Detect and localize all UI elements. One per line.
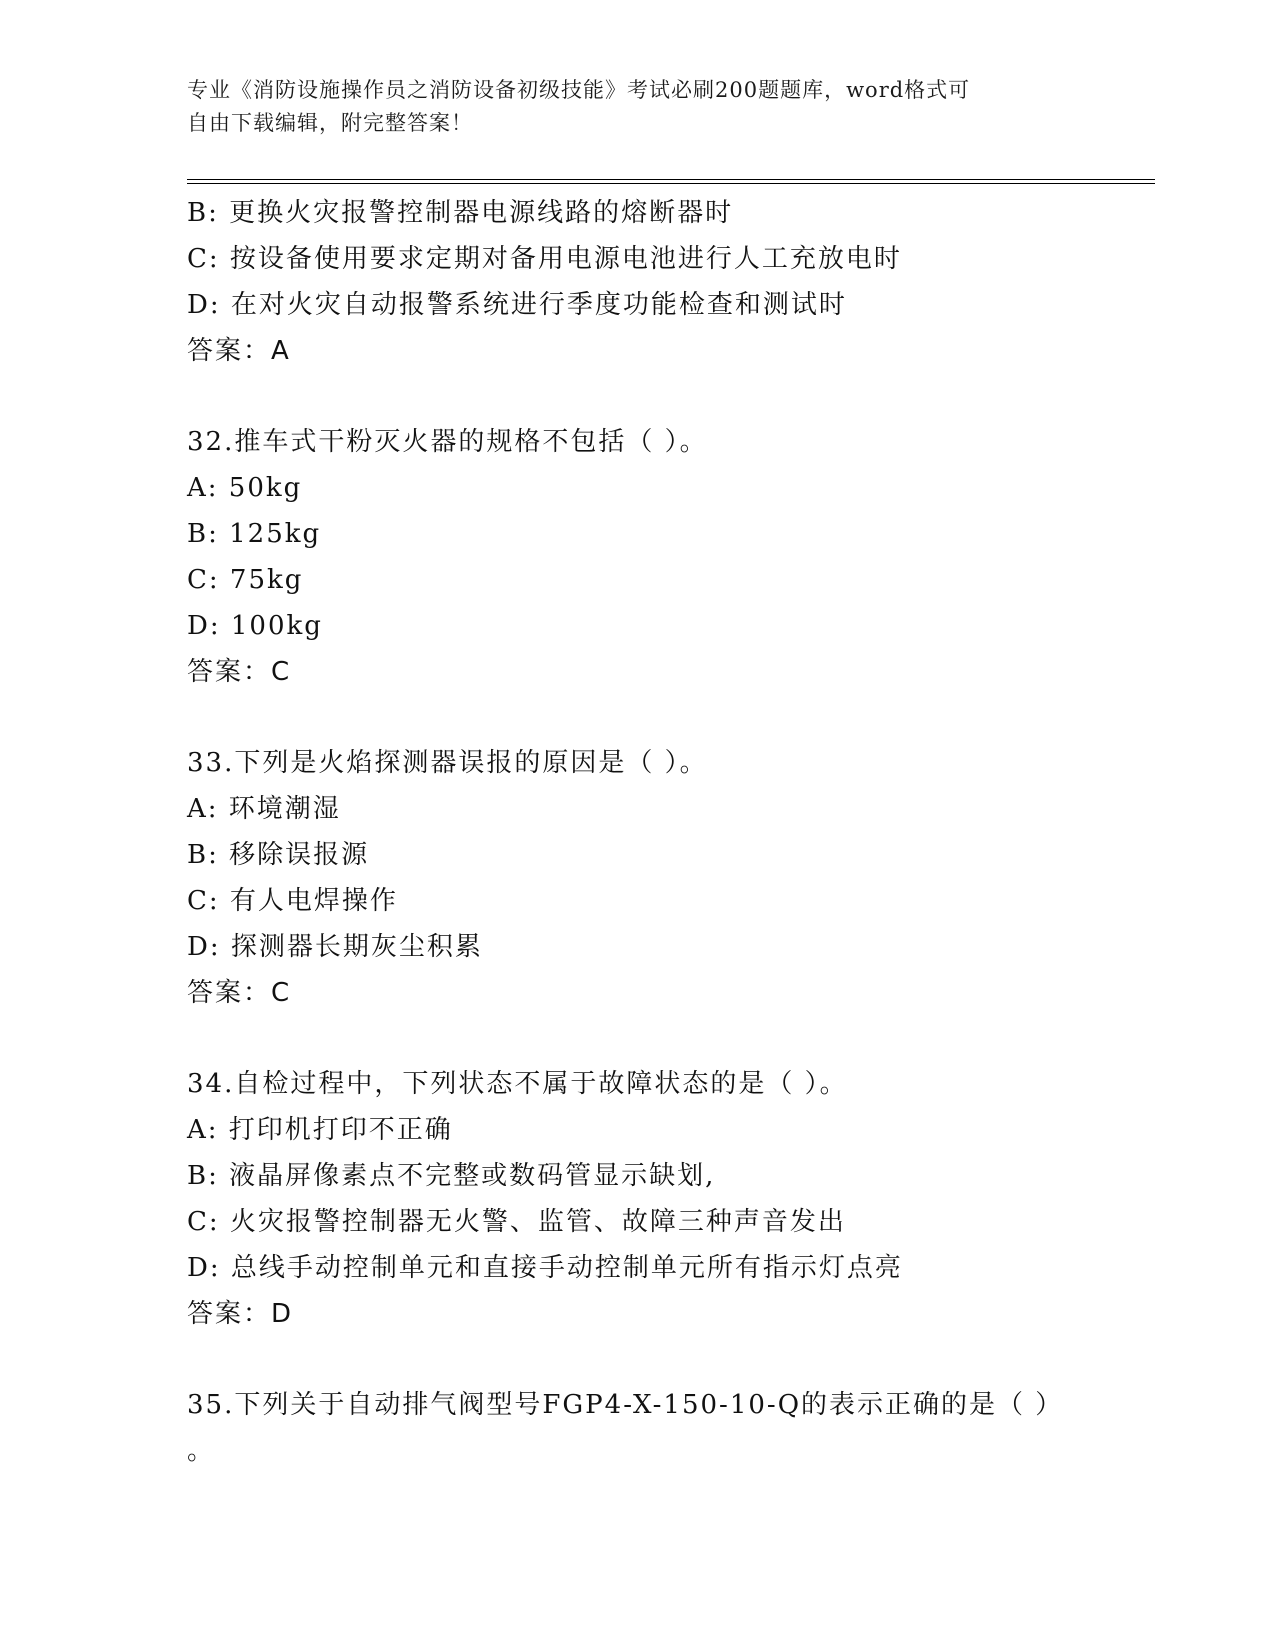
question-list [187,190,1147,1474]
header-line-1: 专业《消防设施操作员之消防设备初级技能》考试必刷200题题库，word格式可 [187,78,971,102]
option-a: A: 打印机打印不正确 [187,1115,453,1145]
option-c: C: 火灾报警控制器无火警、监管、故障三种声音发出 [187,1207,846,1237]
question-33 [187,740,1147,1016]
question-stem-end: 。 [187,1436,216,1466]
option-d: D: 在对火灾自动报警系统进行季度功能检查和测试时 [187,290,847,320]
question-stem: 32.推车式干粉灭火器的规格不包括（ ）。 [187,427,708,457]
option-b: B: 移除误报源 [187,840,370,870]
answer: 答案：A [187,336,291,366]
option-d: D: 探测器长期灰尘积累 [187,932,483,962]
question-32 [187,419,1147,695]
answer: 答案：C [187,657,292,687]
header-line-2: 自由下载编辑，附完整答案！ [187,111,473,135]
answer: 答案：D [187,1299,294,1329]
question-stem: 33.下列是火焰探测器误报的原因是（ ）。 [187,748,708,778]
option-a: A: 50kg [187,473,303,503]
option-c: C: 按设备使用要求定期对备用电源电池进行人工充放电时 [187,244,902,274]
option-c: C: 有人电焊操作 [187,886,398,916]
option-b: B: 125kg [187,519,322,549]
answer: 答案：C [187,978,292,1008]
option-d: D: 总线手动控制单元和直接手动控制单元所有指示灯点亮 [187,1253,903,1283]
option-d: D: 100kg [187,611,323,641]
option-c: C: 75kg [187,565,304,595]
question-35 [187,1382,1147,1474]
option-b: B: 液晶屏像素点不完整或数码管显示缺划, [187,1161,716,1191]
question-31 [187,190,1147,374]
document-header [187,74,1067,140]
header-rule-top [187,179,1155,180]
option-b: B: 更换火灾报警控制器电源线路的熔断器时 [187,198,734,228]
question-stem: 35.下列关于自动排气阀型号FGP4-X-150-10-Q的表示正确的是（ ） [187,1390,1064,1420]
header-rule-bottom [187,183,1155,184]
option-a: A: 环境潮湿 [187,794,341,824]
question-34 [187,1061,1147,1337]
question-stem: 34.自检过程中，下列状态不属于故障状态的是（ ）。 [187,1069,848,1099]
